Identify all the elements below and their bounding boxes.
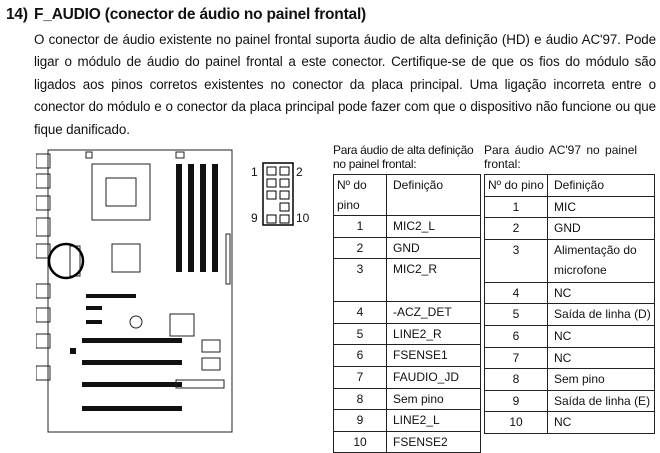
table-row xyxy=(334,388,481,410)
pin-number-cell: 3 xyxy=(334,259,387,302)
table-row xyxy=(334,323,481,345)
table-row xyxy=(485,218,655,240)
definition-cell: MIC2_L xyxy=(387,216,481,238)
pin-number-cell: 2 xyxy=(334,237,387,259)
pin-number-cell: 8 xyxy=(334,388,387,410)
pin-label-10: 10 xyxy=(296,211,310,225)
definition-cell: Sem pino xyxy=(387,388,481,410)
pin-number-cell: 8 xyxy=(485,369,548,391)
pin-label-2: 2 xyxy=(296,165,303,179)
definition-cell: Saída de linha (E) xyxy=(548,390,655,412)
definition-cell: GND xyxy=(387,237,481,259)
table-row xyxy=(334,431,481,453)
pin-number-cell: 2 xyxy=(485,218,548,240)
table-row xyxy=(485,282,655,304)
definition-cell: FSENSE1 xyxy=(387,345,481,367)
description-paragraph: O conector de áudio existente no painel frontal suporta áudio de alta definição (HD) e áudio AC'97. Pode ligar o módulo de áudio do painel frontal a este conector. Certifique-se de que os fios do módulo são ligados aos pinos corretos existentes no conector da placa principal. Uma ligação incorreta entre o conector do módulo e o conector da placa principal pode fazer com que o dispositivo não funcione ou que fique danificado. xyxy=(34,32,656,137)
table-row xyxy=(334,410,481,432)
definition-cell: GND xyxy=(548,218,655,240)
section-number: 14) xyxy=(6,6,28,23)
table-row xyxy=(485,239,655,282)
pin-number-cell: 4 xyxy=(334,302,387,324)
pin-number-cell: 10 xyxy=(334,431,387,453)
pin-number-cell: 4 xyxy=(485,282,548,304)
pin-label-1: 1 xyxy=(251,165,258,179)
table-row xyxy=(485,325,655,347)
definition-cell: MIC xyxy=(548,196,655,218)
definition-cell: LINE2_R xyxy=(387,323,481,345)
table-row xyxy=(485,347,655,369)
header-definition: Definição xyxy=(548,175,655,197)
table-row xyxy=(485,369,655,391)
ac97-audio-pin-table xyxy=(484,174,655,434)
pin-number-cell: 7 xyxy=(334,366,387,388)
hd-audio-pin-table xyxy=(333,174,481,453)
pin-number-cell: 5 xyxy=(485,304,548,326)
pin-number-cell: 10 xyxy=(485,412,548,434)
header-pin: Nº do pino xyxy=(485,175,548,197)
definition-cell: -ACZ_DET xyxy=(387,302,481,324)
definition-cell: NC xyxy=(548,325,655,347)
definition-cell: NC xyxy=(548,282,655,304)
table-header-row xyxy=(485,175,655,197)
hd-table-caption: Para áudio de alta definição no painel frontal: xyxy=(333,143,474,171)
header-pin: Nº do pino xyxy=(334,175,387,216)
table-row xyxy=(334,237,481,259)
definition-cell: Sem pino xyxy=(548,369,655,391)
table-row xyxy=(485,412,655,434)
ac97-table-caption: Para áudio AC'97 no painel frontal: xyxy=(484,143,638,171)
section-title: F_AUDIO (conector de áudio no painel frontal) xyxy=(34,6,367,23)
table-row xyxy=(485,390,655,412)
pin-number-cell: 9 xyxy=(485,390,548,412)
table-row xyxy=(334,259,481,302)
pin-number-cell: 6 xyxy=(485,325,548,347)
definition-cell: Saída de linha (D) xyxy=(548,304,655,326)
table-row xyxy=(334,216,481,238)
table-row xyxy=(334,345,481,367)
table-row xyxy=(334,366,481,388)
definition-cell: FSENSE2 xyxy=(387,431,481,453)
pin-header-icon xyxy=(262,162,294,226)
table-row xyxy=(334,302,481,324)
pin-number-cell: 9 xyxy=(334,410,387,432)
definition-cell: FAUDIO_JD xyxy=(387,366,481,388)
pin-number-cell: 7 xyxy=(485,347,548,369)
definition-cell: MIC2_R xyxy=(387,259,481,302)
pin-number-cell: 1 xyxy=(485,196,548,218)
pin-number-cell: 5 xyxy=(334,323,387,345)
definition-cell: NC xyxy=(548,347,655,369)
definition-cell: Alimentação do microfone xyxy=(548,239,655,282)
table-row xyxy=(485,304,655,326)
definition-cell: NC xyxy=(548,412,655,434)
header-definition: Definição xyxy=(387,175,481,216)
pin-number-cell: 1 xyxy=(334,216,387,238)
pin-number-cell: 6 xyxy=(334,345,387,367)
section-heading xyxy=(6,6,366,24)
definition-cell: LINE2_L xyxy=(387,410,481,432)
table-row xyxy=(485,196,655,218)
motherboard-diagram xyxy=(36,144,236,436)
pin-label-9: 9 xyxy=(251,211,258,225)
table-header-row xyxy=(334,175,481,216)
pin-number-cell: 3 xyxy=(485,239,548,282)
